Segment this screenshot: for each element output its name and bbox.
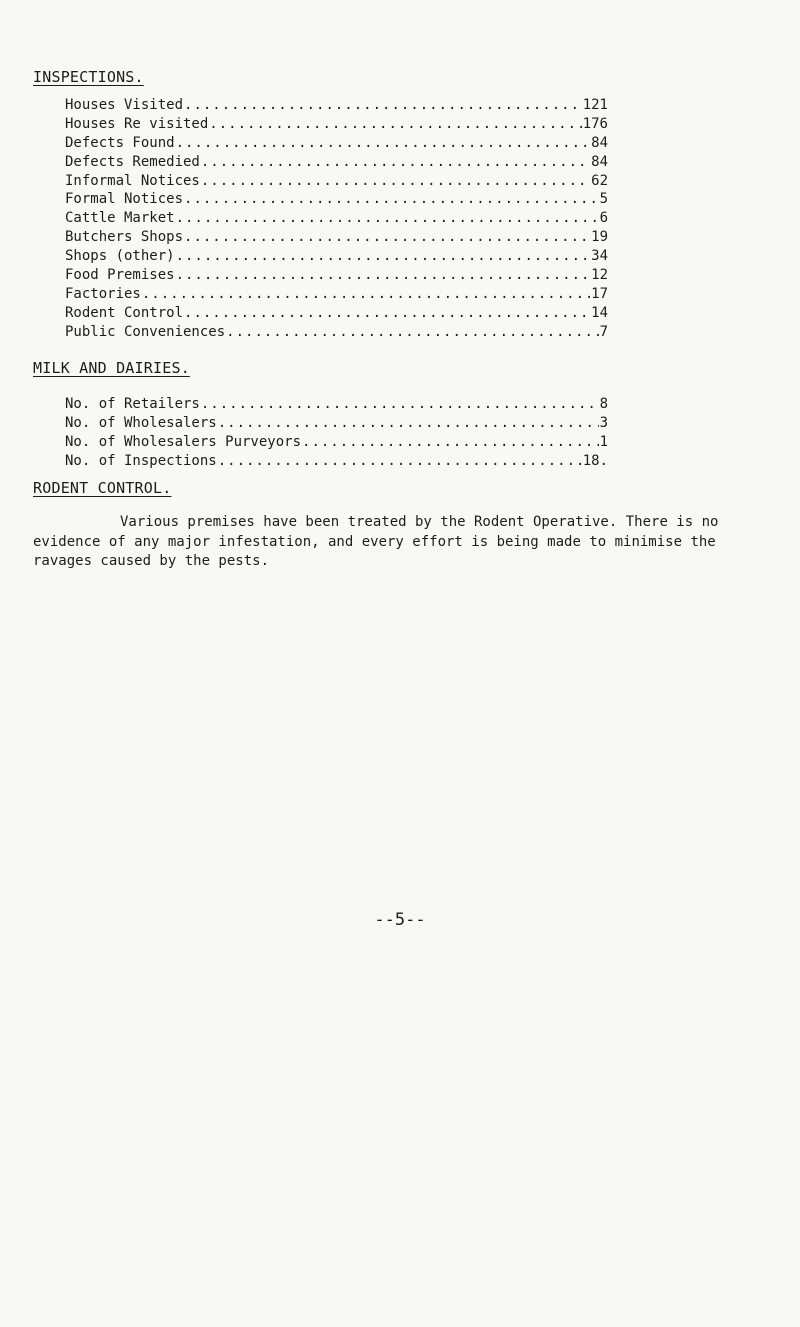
dot-leader (226, 324, 598, 340)
list-item (65, 229, 608, 248)
item-value: 17 (591, 285, 608, 302)
list-item (65, 154, 608, 173)
dot-leader (184, 191, 599, 207)
dot-leader (201, 173, 590, 189)
item-label: Butchers Shops (65, 229, 184, 246)
list-item (65, 415, 608, 434)
milk-dairies-heading: MILK AND DAIRIES. (33, 359, 190, 377)
list-item (65, 248, 608, 267)
dot-leader (176, 248, 591, 264)
dot-leader (218, 453, 582, 469)
list-item (65, 267, 608, 286)
list-item (65, 324, 608, 343)
milk-dairies-list (65, 396, 608, 472)
dot-leader (209, 116, 581, 132)
list-item (65, 453, 608, 472)
page-number: --5-- (374, 910, 426, 930)
dot-leader (184, 305, 590, 321)
item-value: 14 (591, 304, 608, 321)
item-value: 12 (591, 267, 608, 284)
inspections-list (65, 97, 608, 343)
item-label: Rodent Control (65, 304, 184, 321)
dot-leader (142, 286, 590, 302)
item-label: No. of Wholesalers Purveyors (65, 433, 302, 450)
item-value: 8 (599, 396, 608, 412)
list-item (65, 116, 608, 135)
item-value: 121 (582, 97, 608, 113)
item-label: Formal Notices (65, 191, 184, 208)
dot-leader (218, 415, 599, 431)
dot-leader (201, 154, 590, 170)
item-label: Houses Re visited (65, 115, 209, 132)
list-item (65, 135, 608, 154)
list-item (65, 210, 608, 229)
item-label: Cattle Market (65, 210, 175, 227)
item-label: Houses Visited (65, 97, 184, 113)
item-label: No. of Retailers (65, 396, 200, 412)
item-label: No. of Inspections (65, 452, 217, 469)
item-value: 1 (599, 433, 608, 450)
item-value: 18. (582, 452, 608, 469)
list-item (65, 286, 608, 305)
item-value: 34 (591, 248, 608, 265)
item-label: Factories (65, 285, 141, 302)
list-item (65, 305, 608, 324)
item-label: Shops (other) (65, 248, 175, 265)
list-item (65, 434, 608, 453)
item-value: 84 (591, 134, 608, 151)
dot-leader (176, 210, 599, 226)
list-item (65, 173, 608, 192)
item-value: 3 (599, 414, 608, 431)
item-value: 84 (591, 153, 608, 170)
item-value: 62 (591, 172, 608, 189)
item-value: 176 (582, 115, 608, 132)
rodent-control-heading: RODENT CONTROL. (33, 479, 172, 497)
item-value: 7 (599, 323, 608, 340)
item-label: Informal Notices (65, 172, 200, 189)
dot-leader (176, 135, 591, 151)
inspections-heading: INSPECTIONS. (33, 68, 144, 86)
item-label: Public Conveniences (65, 323, 226, 340)
dot-leader (184, 229, 590, 245)
dot-leader (201, 396, 599, 412)
list-item (65, 97, 608, 116)
item-label: Food Premises (65, 267, 175, 284)
item-value: 19 (591, 229, 608, 246)
item-label: Defects Found (65, 134, 175, 151)
dot-leader (176, 267, 591, 283)
list-item (65, 396, 608, 415)
item-label: Defects Remedied (65, 153, 200, 170)
dot-leader (184, 97, 582, 113)
item-value: 6 (599, 210, 608, 227)
list-item (65, 191, 608, 210)
item-label: No. of Wholesalers (65, 414, 217, 431)
dot-leader (302, 434, 599, 450)
item-value: 5 (599, 191, 608, 208)
rodent-control-paragraph: Various premises have been treated by the Rodent Operative. There is no evidence of any major infestation, and every effort is being made to minimise the ravages caused by the pests. (33, 514, 719, 569)
